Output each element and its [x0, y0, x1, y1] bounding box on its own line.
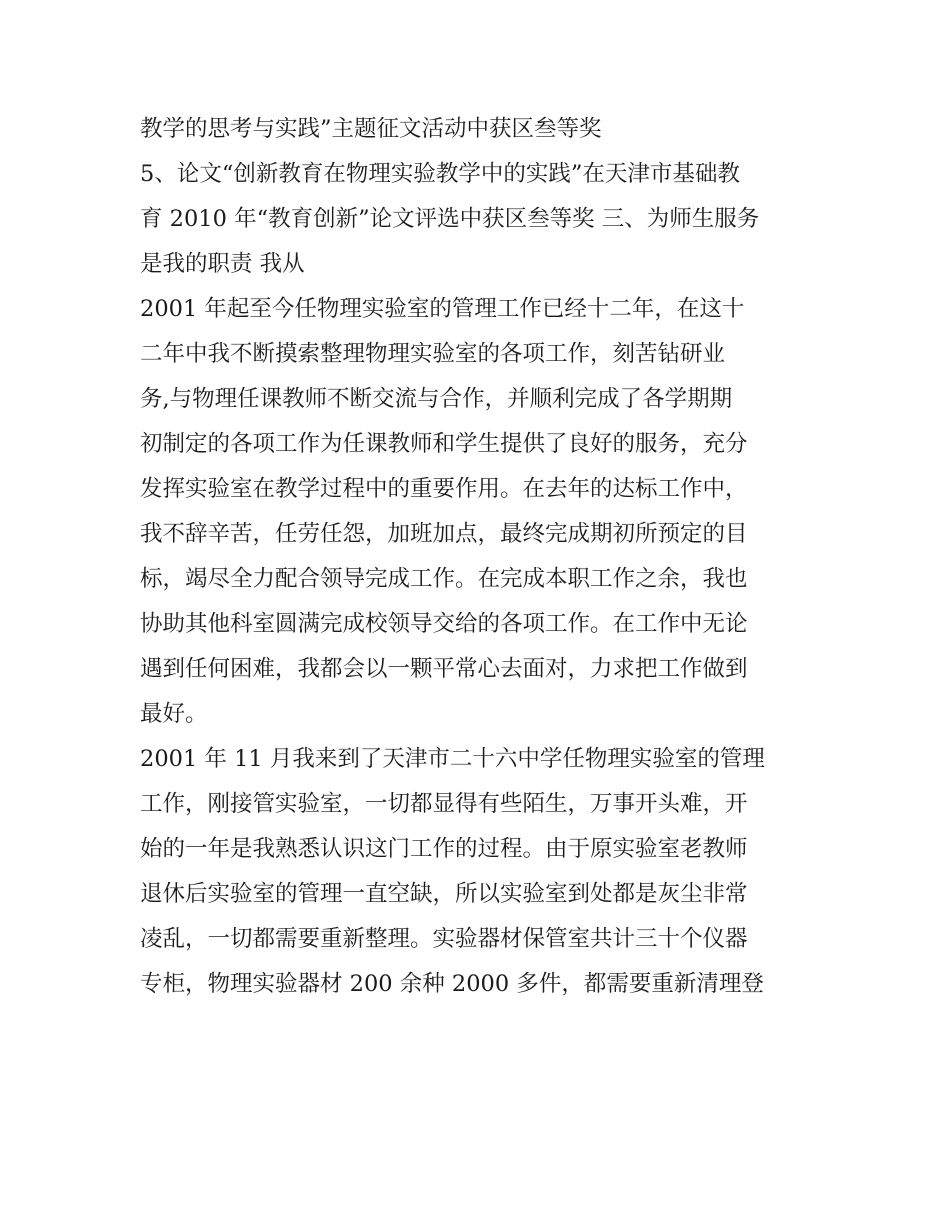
text-line: 2001 年起至今任物理实验室的管理工作已经十二年，在这十	[140, 296, 745, 322]
text-line: 5、论文“创新教育在物理实验教学中的实践”在天津市基础教	[140, 161, 740, 187]
text-line: 发挥实验室在教学过程中的重要作用。在去年的达标工作中，	[140, 476, 748, 502]
text-line: 最好。	[140, 701, 208, 727]
text-line: 凌乱，一切都需要重新整理。实验器材保管室共计三十个仪器	[140, 926, 748, 952]
document-body	[140, 107, 820, 1007]
text-line: 初制定的各项工作为任课教师和学生提供了良好的服务，充分	[140, 431, 748, 457]
text-line: 二年中我不断摸索整理物理实验室的各项工作，刻苦钻研业	[140, 341, 726, 367]
text-line: 教学的思考与实践”主题征文活动中获区叁等奖	[140, 116, 602, 142]
text-line: 标，竭尽全力配合领导完成工作。在完成本职工作之余，我也	[140, 566, 748, 592]
text-line: 始的一年是我熟悉认识这门工作的过程。由于原实验室老教师	[140, 836, 748, 862]
text-line: 遇到任何困难，我都会以一颗平常心去面对，力求把工作做到	[140, 656, 748, 682]
text-line: 退休后实验室的管理一直空缺，所以实验室到处都是灰尘非常	[140, 881, 748, 907]
text-line: 协助其他科室圆满完成校领导交给的各项工作。在工作中无论	[140, 611, 748, 637]
text-line: 2001 年 11 月我来到了天津市二十六中学任物理实验室的管理	[140, 746, 765, 772]
text-line: 育 2010 年“教育创新”论文评选中获区叁等奖 三、为师生服务	[140, 206, 760, 232]
text-line: 工作，刚接管实验室，一切都显得有些陌生，万事开头难，开	[140, 791, 748, 817]
text-line: 我不辞辛苦，任劳任怨，加班加点，最终完成期初所预定的目	[140, 521, 748, 547]
text-line: 是我的职责 我从	[140, 251, 305, 277]
text-line: 专柜，物理实验器材 200 余种 2000 多件，都需要重新清理登	[140, 971, 764, 997]
text-line: 务,与物理任课教师不断交流与合作，并顺利完成了各学期期	[140, 386, 733, 412]
